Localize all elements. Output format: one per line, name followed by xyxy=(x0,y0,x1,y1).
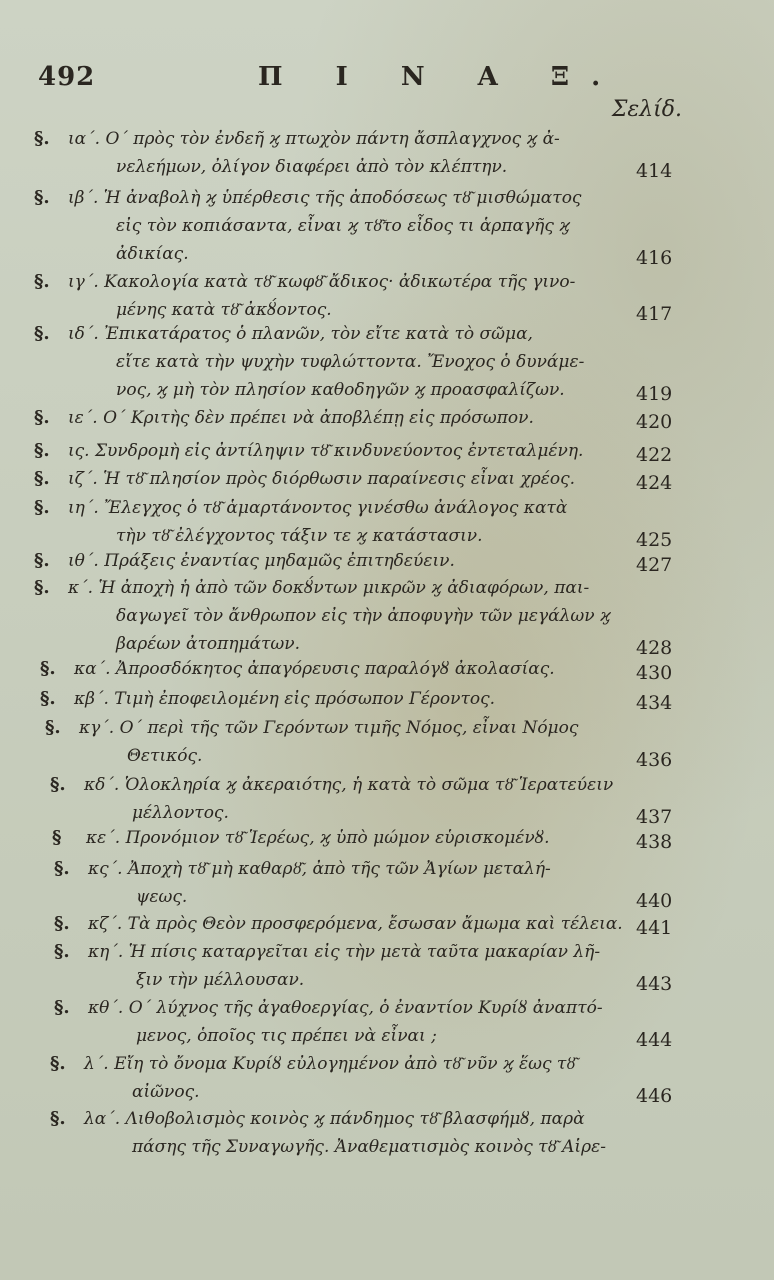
section-mark: §. xyxy=(34,497,50,518)
entry-text-line: κη΄. Ἡ πίσις καταργεῖται εἰς τὴν μετὰ ταῦτα μακαρίαν λῆ- xyxy=(88,942,601,962)
entry-page-number: 436 xyxy=(636,749,673,771)
entry-text-line: αἰῶνος. xyxy=(132,1082,200,1102)
entry-text-line: κε΄. Προνόμιον τȣ͂ Ἱερέως, ϗ ὑπὸ μώμον εὑρισκομένȣ. xyxy=(86,828,550,848)
entry-text-line: εἴτε κατὰ τὴν ψυχὴν τυφλώττοντα. Ἔνοχος ὁ δυνάμε- xyxy=(116,352,585,372)
entry-text-line: ιγ΄. Κακολογία κατὰ τȣ͂ κωφȣ͂ ἄδικος· ἀδικωτέρα τῆς γινο- xyxy=(68,272,576,292)
section-mark: §. xyxy=(40,688,56,709)
entry-text-line: ια΄. Ο΄ πρὸς τὸν ἐνδεῆ ϗ πτωχὸν πάντη ἄσπλαγχνος ϗ ἀ- xyxy=(68,129,560,149)
entry-text-line: ιθ΄. Πράξεις ἐναντίας μηδαμῶς ἐπιτηδεύειν. xyxy=(68,551,455,571)
entry-text-line: ις. Συνδρομὴ εἰς ἀντίληψιν τȣ͂ κινδυνεύοντος ἐντεταλμένη. xyxy=(68,441,584,461)
entry-text-line: κδ΄. Ὁλοκληρία ϗ ἀκεραιότης, ἡ κατὰ τὸ σῶμα τȣ͂ Ἱερατεύειν xyxy=(84,775,614,795)
entry-page-number: 438 xyxy=(636,831,673,853)
entry-page-number: 416 xyxy=(636,247,673,269)
entry-page-number: 446 xyxy=(636,1085,673,1107)
entry-text-line: κς΄. Ἀποχὴ τȣ͂ μὴ καθαρȣ͂, ἀπὸ τῆς τῶν Ἀγίων μεταλή- xyxy=(88,859,551,879)
entry-text-line: τὴν τȣ͂ ἐλέγχοντος τάξιν τε ϗ κατάστασιν. xyxy=(116,526,483,546)
entry-page-number: 419 xyxy=(636,383,673,405)
entry-text-line: εἰς τὸν κοπιάσαντα, εἶναι ϗ τȣ͂το εἶδος τι ἁρπαγῆς ϗ xyxy=(116,216,570,236)
entry-text-line: ιδ΄. Ἐπικατάρατος ὁ πλανῶν, τὸν εἴτε κατὰ τὸ σῶμα, xyxy=(68,324,533,344)
entry-page-number: 427 xyxy=(636,554,673,576)
section-mark: §. xyxy=(54,997,70,1018)
section-mark: §. xyxy=(50,1108,66,1129)
entry-text-line: ξιν τὴν μέλλουσαν. xyxy=(136,970,305,990)
section-mark: §. xyxy=(54,858,70,879)
section-mark: §. xyxy=(34,271,50,292)
section-mark: §. xyxy=(54,941,70,962)
entry-text-line: κ΄. Ἡ ἀποχὴ ἡ ἀπὸ τῶν δοκȣ́ντων μικρῶν ϗ ἀδιαφόρων, παι- xyxy=(68,578,590,598)
section-mark: §. xyxy=(45,717,61,738)
entry-text-line: ιη΄. Ἔλεγχος ὁ τȣ͂ ἁμαρτάνοντος γινέσθω ἀνάλογος κατὰ xyxy=(68,498,568,518)
entry-page-number: 422 xyxy=(636,444,673,466)
entry-page-number: 443 xyxy=(636,973,673,995)
section-mark: §. xyxy=(54,913,70,934)
section-mark: §. xyxy=(34,187,50,208)
entry-text-line: ιε΄. Ο΄ Κριτὴς δὲν πρέπει νὰ ἀποβλέπῃ εἰς πρόσωπον. xyxy=(68,408,534,428)
section-mark: §. xyxy=(40,658,56,679)
section-mark: §. xyxy=(34,128,50,149)
entry-text-line: νελεήμων, ὀλίγον διαφέρει ἀπὸ τὸν κλέπτην. xyxy=(116,157,508,177)
section-mark: § xyxy=(52,827,62,848)
entry-text-line: ιζ΄. Ἡ τȣ͂ πλησίον πρὸς διόρθωσιν παραίνεσις εἶναι χρέος. xyxy=(68,469,576,489)
entry-text-line: κζ΄. Τὰ πρὸς Θεὸν προσφερόμενα, ἔσωσαν ἄμωμα καὶ τέλεια. xyxy=(88,914,623,934)
entry-page-number: 441 xyxy=(636,917,673,939)
entry-text-line: κθ΄. Ο΄ λύχνος τῆς ἀγαθοεργίας, ὁ ἐναντίον Κυρίȣ ἀναπτό- xyxy=(88,998,603,1018)
entry-page-number: 428 xyxy=(636,637,673,659)
entry-text-line: μένης κατὰ τȣ͂ ἀκȣ́οντος. xyxy=(116,300,332,320)
section-mark: §. xyxy=(34,407,50,428)
entry-text-line: δαγωγεῖ τὸν ἄνθρωπον εἰς τὴν ἀποφυγὴν τῶν μεγάλων ϗ xyxy=(116,606,611,626)
page-number: 492 xyxy=(38,62,96,92)
entry-text-line: κβ΄. Τιμὴ ἐποφειλομένη εἰς πρόσωπον Γέροντος. xyxy=(74,689,496,709)
entry-page-number: 424 xyxy=(636,472,673,494)
entry-text-line: μέλλοντος. xyxy=(132,803,229,823)
page-column-header: Σελίδ. xyxy=(611,97,682,122)
section-mark: §. xyxy=(50,1053,66,1074)
entry-text-line: Θετικός. xyxy=(127,746,203,766)
entry-page-number: 420 xyxy=(636,411,673,433)
section-mark: §. xyxy=(34,323,50,344)
entry-text-line: κα΄. Ἀπροσδόκητος ἀπαγόρευσις παραλόγȣ ἀκολασίας. xyxy=(74,659,555,679)
section-mark: §. xyxy=(34,440,50,461)
entry-page-number: 430 xyxy=(636,662,673,684)
entry-text-line: ἀδικίας. xyxy=(116,244,189,264)
entry-page-number: 444 xyxy=(636,1029,673,1051)
entry-page-number: 440 xyxy=(636,890,673,912)
section-mark: §. xyxy=(34,550,50,571)
entry-page-number: 425 xyxy=(636,529,673,551)
entry-text-line: νος, ϗ μὴ τὸν πλησίον καθοδηγῶν ϗ προασφαλίζων. xyxy=(116,380,565,400)
entry-text-line: πάσης τῆς Συναγωγῆς. Ἀναθεματισμὸς κοινὸς τȣ͂ Αἱρε- xyxy=(132,1137,606,1157)
section-mark: §. xyxy=(34,577,50,598)
entry-page-number: 434 xyxy=(636,692,673,714)
entry-text-line: λα΄. Λιθοβολισμὸς κοινὸς ϗ πάνδημος τȣ͂ βλασφήμȣ, παρὰ xyxy=(84,1109,585,1129)
entry-text-line: ιβ΄. Ἡ ἀναβολὴ ϗ ὑπέρθεσις τῆς ἀποδόσεως τȣ͂ μισθώματος xyxy=(68,188,582,208)
entry-page-number: 437 xyxy=(636,806,673,828)
entry-page-number: 417 xyxy=(636,303,673,325)
entry-text-line: ψεως. xyxy=(136,887,188,907)
entry-text-line: λ΄. Εἴη τὸ ὄνομα Κυρίȣ εὐλογημένον ἀπὸ τȣ͂ νῦν ϗ ἕως τȣ͂ xyxy=(84,1054,576,1074)
entry-text-line: βαρέων ἀτοπημάτων. xyxy=(116,634,301,654)
page-title: Π Ι Ν Α Ξ. xyxy=(258,62,623,92)
section-mark: §. xyxy=(50,774,66,795)
entry-text-line: κγ΄. Ο΄ περὶ τῆς τῶν Γερόντων τιμῆς Νόμος, εἶναι Νόμος xyxy=(79,718,579,738)
entry-text-line: μενος, ὁποῖος τις πρέπει νὰ εἶναι ; xyxy=(136,1026,437,1046)
section-mark: §. xyxy=(34,468,50,489)
entry-page-number: 414 xyxy=(636,160,673,182)
